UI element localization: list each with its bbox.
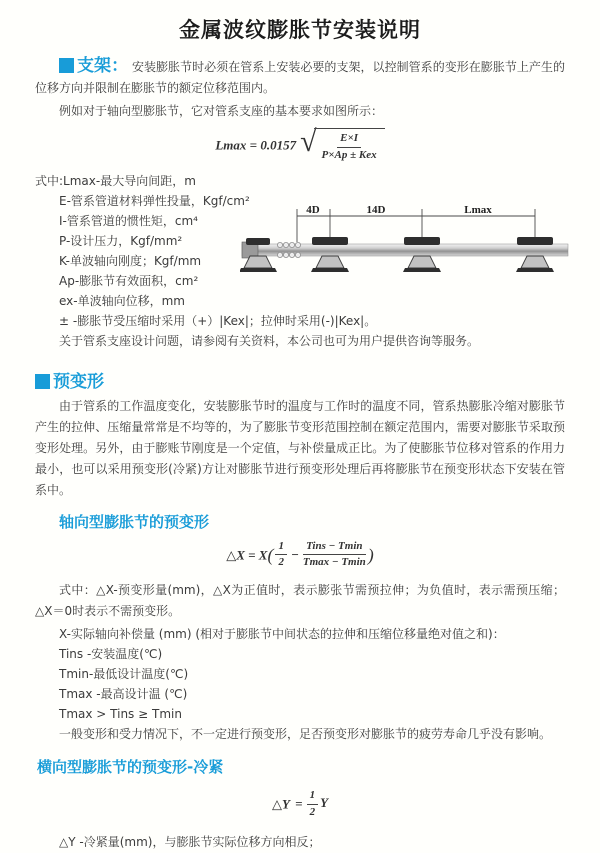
predeform-effect-note: 一般变形和受力情况下，不一定进行预变形，足否预变形对膨胀节的疲劳寿命几乎没有影响。 [59,727,552,741]
definition-line: E-管系管道材料弹性投量，Kgf/cm² [59,193,250,208]
lmax-fraction: $\frac{E\times I}{\text{P×Ap ± Kex}}$ [321,132,377,161]
predeform-section-heading [35,367,565,392]
lmax-formula-lhs: Lmax = 0.0157 [215,137,297,153]
close-paren: ) [367,544,374,565]
lateral-predeform-heading: 横向型膨胀节的预变形-冷紧 [37,758,224,776]
delta-x-lhs: △X = X [226,546,268,562]
section-marker-icon [35,374,50,389]
axial-predeform-heading: 轴向型膨胀节的预变形 [59,512,210,531]
delta-y-lhs: △Y [271,796,290,812]
equals-sign: = [295,796,303,812]
definition-line: X-实际轴向补偿量 (mm) (相对于膨胀节中间状态的拉伸和压缩位移量绝对值之和)： [59,627,505,641]
dim-label-4d: 4D [306,204,320,216]
section-marker-icon [59,58,74,73]
delta-x-formula [35,540,565,571]
definition-line: 式中:Lmax-最大导向间距，m [35,173,196,188]
lateral-note-line: △Y -冷紧量(mm)，与膨胀节实际位移方向相反； [59,834,321,849]
definition-line: Tmax > Tins ≥ Tmin [59,707,182,721]
support-heading-label: 支架： [77,56,129,76]
temperature-fraction: $\frac{\text{Tins − Tmin}}{Tmax - Tmin}$ [302,539,366,569]
definition-line: Tmin-最低设计温度(℃) [59,667,189,681]
definition-line: I-管系管道的惯性矩，cm⁴ [59,213,198,228]
pipe-support-diagram [240,204,575,284]
predeform-body-paragraph: 由于管系的工作温度变化，安装膨胀节时的温度与工作时的温度不同，管系热膨胀冷缩对膨胀节产生的拉伸、压缩量常常是不均等的，为了膨胀节变形范围控制在额定范围内，需要对膨胀节采取预变形处理。另外，由于膨账节刚度是一个定值，与补偿量成正比。为了使膨胀节位移对管系的作用力最小，也可以采用预变形(冷紧)方让对膨胀节进行预变形处理后再将膨胀节在预变形状态下安装在管系中。 [35,398,565,497]
support-section-heading [59,56,129,76]
consulting-note-line: 关于管系支座设计问题，请参阅有关资料，本公司也可为用户提供咨询等服务。 [59,333,480,348]
definition-line: Tins -安装温度(℃) [59,647,163,661]
document-page [0,14,600,853]
definition-line: P-设计压力，Kgf/mm² [59,233,183,248]
minus-operator: − [290,546,299,562]
radical-sign: √ [300,125,317,158]
one-half-fraction: $\frac{1}{2}$ [307,789,319,820]
definition-line: Ap-膨胀节有效面积，cm² [59,273,199,288]
axial-explain-paragraph: 式中：△X-预变形量(mm)，△X为正值时，表示膨张节需预拉伸；为负值时，表示需预压缩；△X＝0时表示不需预变形。 [35,583,565,618]
axial-definitions [35,624,565,744]
radical-expression [300,125,385,163]
support-intro-text: 安装膨胀节时必须在管系上安装必要的支架，以控制管系的变形在膨胀节上产生的位移方向并限制在膨胀节的额定位移范围内。 [35,60,565,95]
plusminus-definition-line: ± -膨胀节受压缩时采用（+）|Kex|；拉伸时采用(-)|Kex|。 [59,313,377,328]
lmax-formula [35,125,565,163]
definition-line: Tmax -最高设计温 (℃) [59,687,188,701]
dim-label-lmax: Lmax [464,204,492,216]
open-paren: ( [267,544,274,565]
definition-line: ex-单波轴向位移，mm [59,293,185,308]
dim-label-14d: 14D [366,204,386,216]
support-intro-paragraph [35,56,565,99]
predeform-heading-label: 预变形 [53,371,104,392]
delta-y-rhs: Y [320,795,329,811]
definition-line: K-单波轴向刚度；Kgf/mm [59,253,202,268]
support-example-line: 例如对于轴向型膨胀节，它对管系支座的基本要求如图所示： [59,104,384,118]
page-title: 金属波纹膨胀节安装说明 [179,18,421,42]
one-half-fraction: $\frac{1}{2}$ [275,540,287,571]
delta-y-formula [35,789,565,820]
